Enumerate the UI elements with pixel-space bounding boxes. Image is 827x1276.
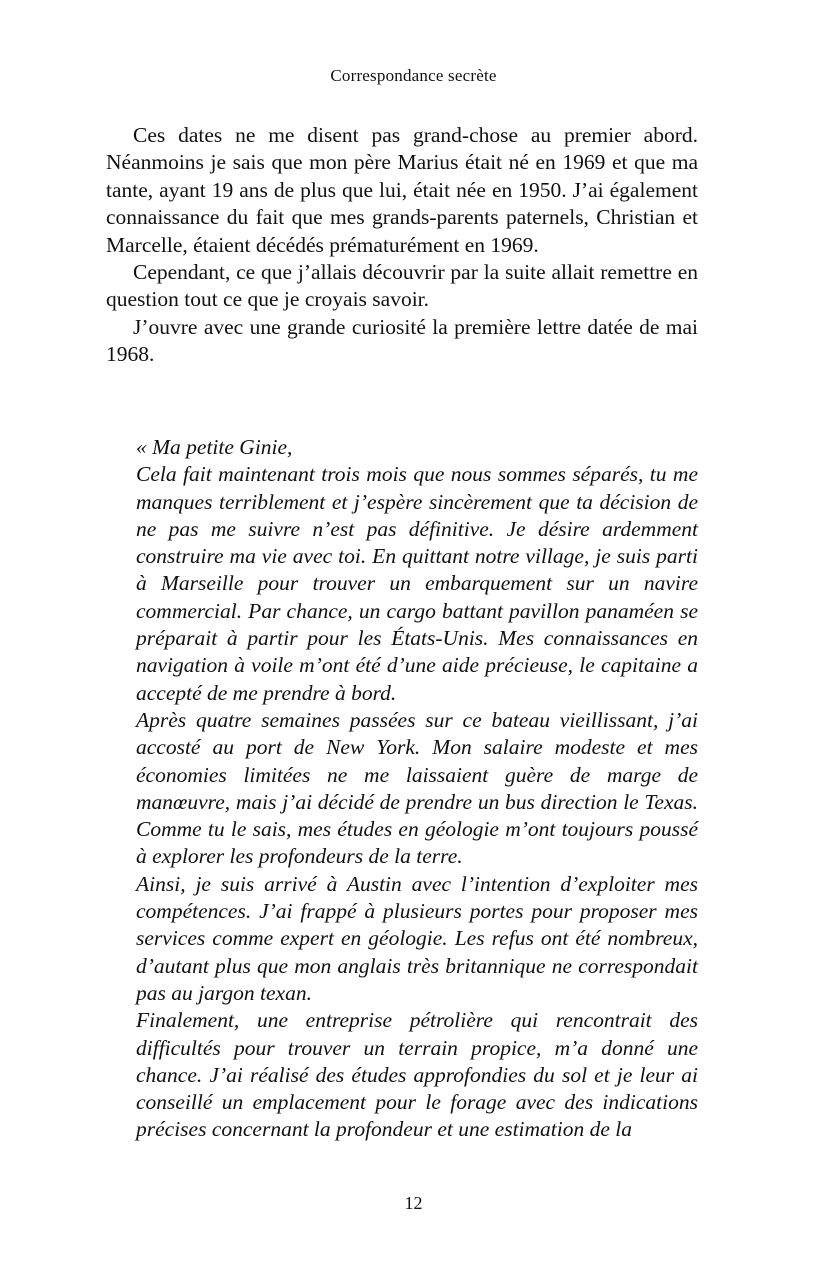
letter-salutation: « Ma petite Ginie, — [136, 435, 293, 459]
paragraph: Ces dates ne me disent pas grand-chose au premier abord. Néanmoins je sais que mon père Marius était né en 1969 et que ma tante, ayant 19 ans de plus que lui, était née en 1950. J’ai également connaissance du fait que mes grands-parents paternels, Christian et Marcelle, étaient décédés prématurément en 1969. — [106, 123, 698, 257]
page-number: 12 — [404, 1193, 423, 1213]
letter-paragraph: Finalement, une entreprise pétrolière qui rencontrait des difficultés pour trouver un terrain propice, m’a donné une chance. J’ai réalisé des études approfondies du sol et je leur ai conseillé un emplacement pour le forage avec des indications précises concernant la profondeur et une estimation de la — [136, 1008, 698, 1142]
narrative-text — [106, 122, 698, 369]
paragraph: Cependant, ce que j’allais découvrir par la suite allait remettre en question tout ce que je croyais savoir. — [106, 260, 698, 312]
letter-paragraph: Cela fait maintenant trois mois que nous sommes séparés, tu me manques terriblement et j’espère sincèrement que ta décision de ne pas me suivre n’est pas définitive. Je désire ardemment construire ma vie avec toi. En quittant notre village, je suis parti à Marseille pour trouver un embarquement sur un navire commercial. Par chance, un cargo battant pavillon panaméen se préparait à partir pour les États-Unis. Mes connaissances en navigation à voile m’ont été d’une aide précieuse, le capitaine a accepté de me prendre à bord. — [136, 462, 698, 705]
running-header: Correspondance secrète — [330, 66, 497, 85]
letter-paragraph: Après quatre semaines passées sur ce bateau vieillissant, j’ai accosté au port de New York. Mon salaire modeste et mes économies limitées ne me laissaient guère de marge de manœuvre, mais j’ai décidé de prendre un bus direction le Texas. Comme tu le sais, mes études en géologie m’ont toujours poussé à explorer les profondeurs de la terre. — [136, 707, 698, 869]
letter-paragraph: Ainsi, je suis arrivé à Austin avec l’intention d’exploiter mes compétences. J’ai frappé à plusieurs portes pour proposer mes services comme expert en géologie. Les refus ont été nombreux, d’autant plus que mon anglais très britannique ne correspondait pas au jargon texan. — [136, 871, 698, 1005]
paragraph: J’ouvre avec une grande curiosité la première lettre datée de mai 1968. — [106, 314, 698, 367]
letter-excerpt — [136, 434, 698, 1144]
